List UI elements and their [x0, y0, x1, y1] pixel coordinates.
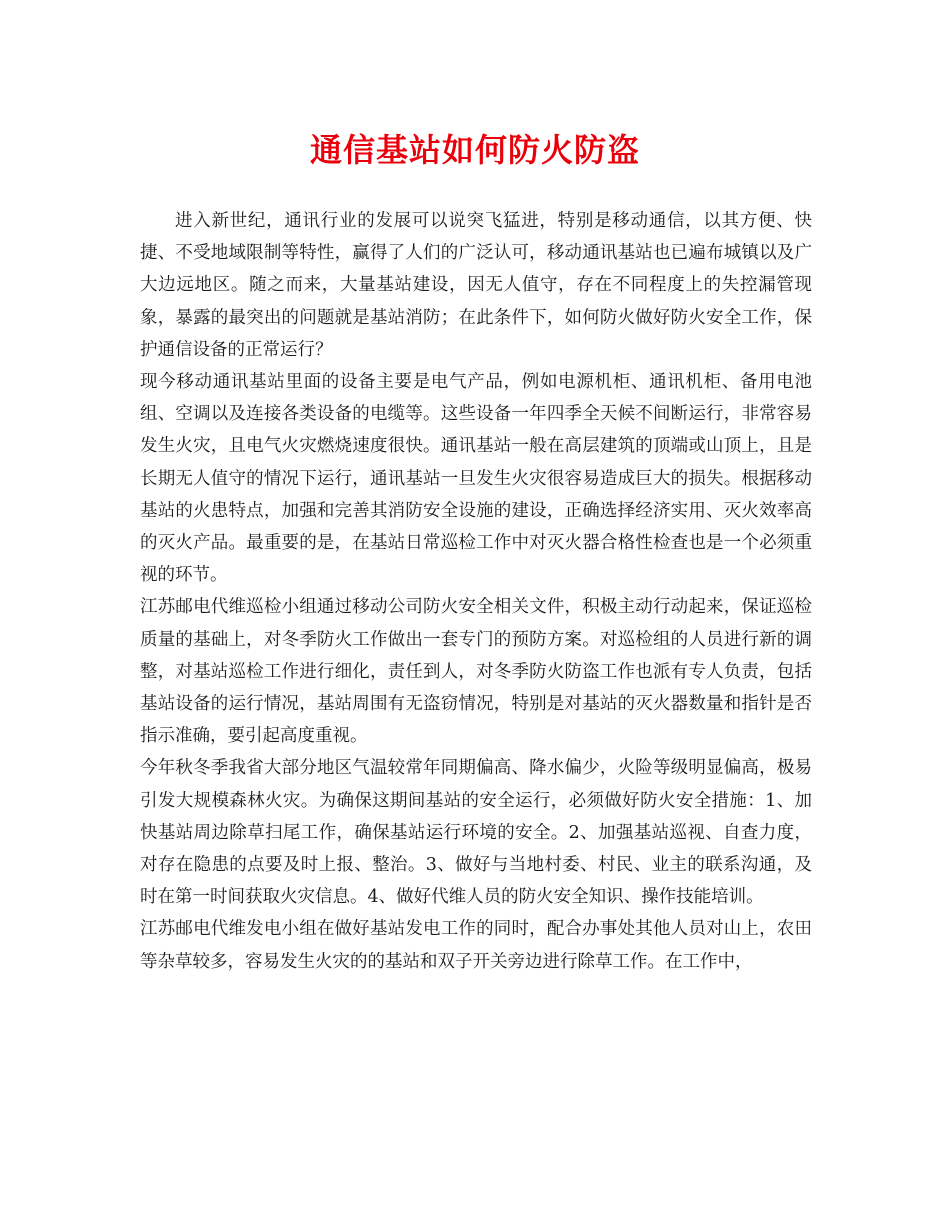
paragraph-equipment: 现今移动通讯基站里面的设备主要是电气产品，例如电源机柜、通讯机柜、备用电池组、空调以及连接各类设备的电缆等。这些设备一年四季全天候不间断运行，非常容易发生火灾，且电气火灾燃烧速度很快。通讯基站一般在高层建筑的顶端或山顶上，且是长期无人值守的情况下运行，通讯基站一旦发生火灾很容易造成巨大的损失。根据移动基站的火患特点，加强和完善其消防安全设施的建设，正确选择经济实用、灭火效率高的灭火产品。最重要的是，在基站日常巡检工作中对灭火器合格性检查也是一个必须重视的环节。: [140, 372, 812, 586]
paragraph-fire-measures: 今年秋冬季我省大部分地区气温较常年同期偏高、降水偏少，火险等级明显偏高，极易引发大规模森林火灾。为确保这期间基站的安全运行，必须做好防火安全措施：1、加快基站周边除草扫尾工作，确保基站运行环境的安全。2、加强基站巡视、自查力度，对存在隐患的点要及时上报、整治。3、做好与当地村委、村民、业主的联系沟通，及时在第一时间获取火灾信息。4、做好代维人员的防火安全知识、操作技能培训。: [140, 758, 812, 908]
paragraph-inspection-team: 江苏邮电代维巡检小组通过移动公司防火安全相关文件，积极主动行动起来，保证巡检质量的基础上，对冬季防火工作做出一套专门的预防方案。对巡检组的人员进行新的调整，对基站巡检工作进行细化，责任到人，对冬季防火防盗工作也派有专人负责，包括基站设备的运行情况，基站周围有无盗窃情况，特别是对基站的灭火器数量和指针是否指示准确，要引起高度重视。: [140, 597, 812, 747]
document-title: 通信基站如何防火防盗: [309, 131, 640, 169]
document-body: [140, 205, 812, 978]
paragraph-generator-team: 江苏邮电代维发电小组在做好基站发电工作的同时，配合办事处其他人员对山上，农田等杂草较多，容易发生火灾的的基站和双子开关旁边进行除草工作。在工作中，: [140, 919, 812, 972]
paragraph-intro: 进入新世纪，通讯行业的发展可以说突飞猛进，特别是移动通信，以其方便、快捷、不受地域限制等特性，赢得了人们的广泛认可，移动通讯基站也已遍布城镇以及广大边远地区。随之而来，大量基站建设，因无人值守，存在不同程度上的失控漏管现象，暴露的最突出的问题就是基站消防；在此条件下，如何防火做好防火安全工作，保护通信设备的正常运行？: [140, 211, 812, 360]
